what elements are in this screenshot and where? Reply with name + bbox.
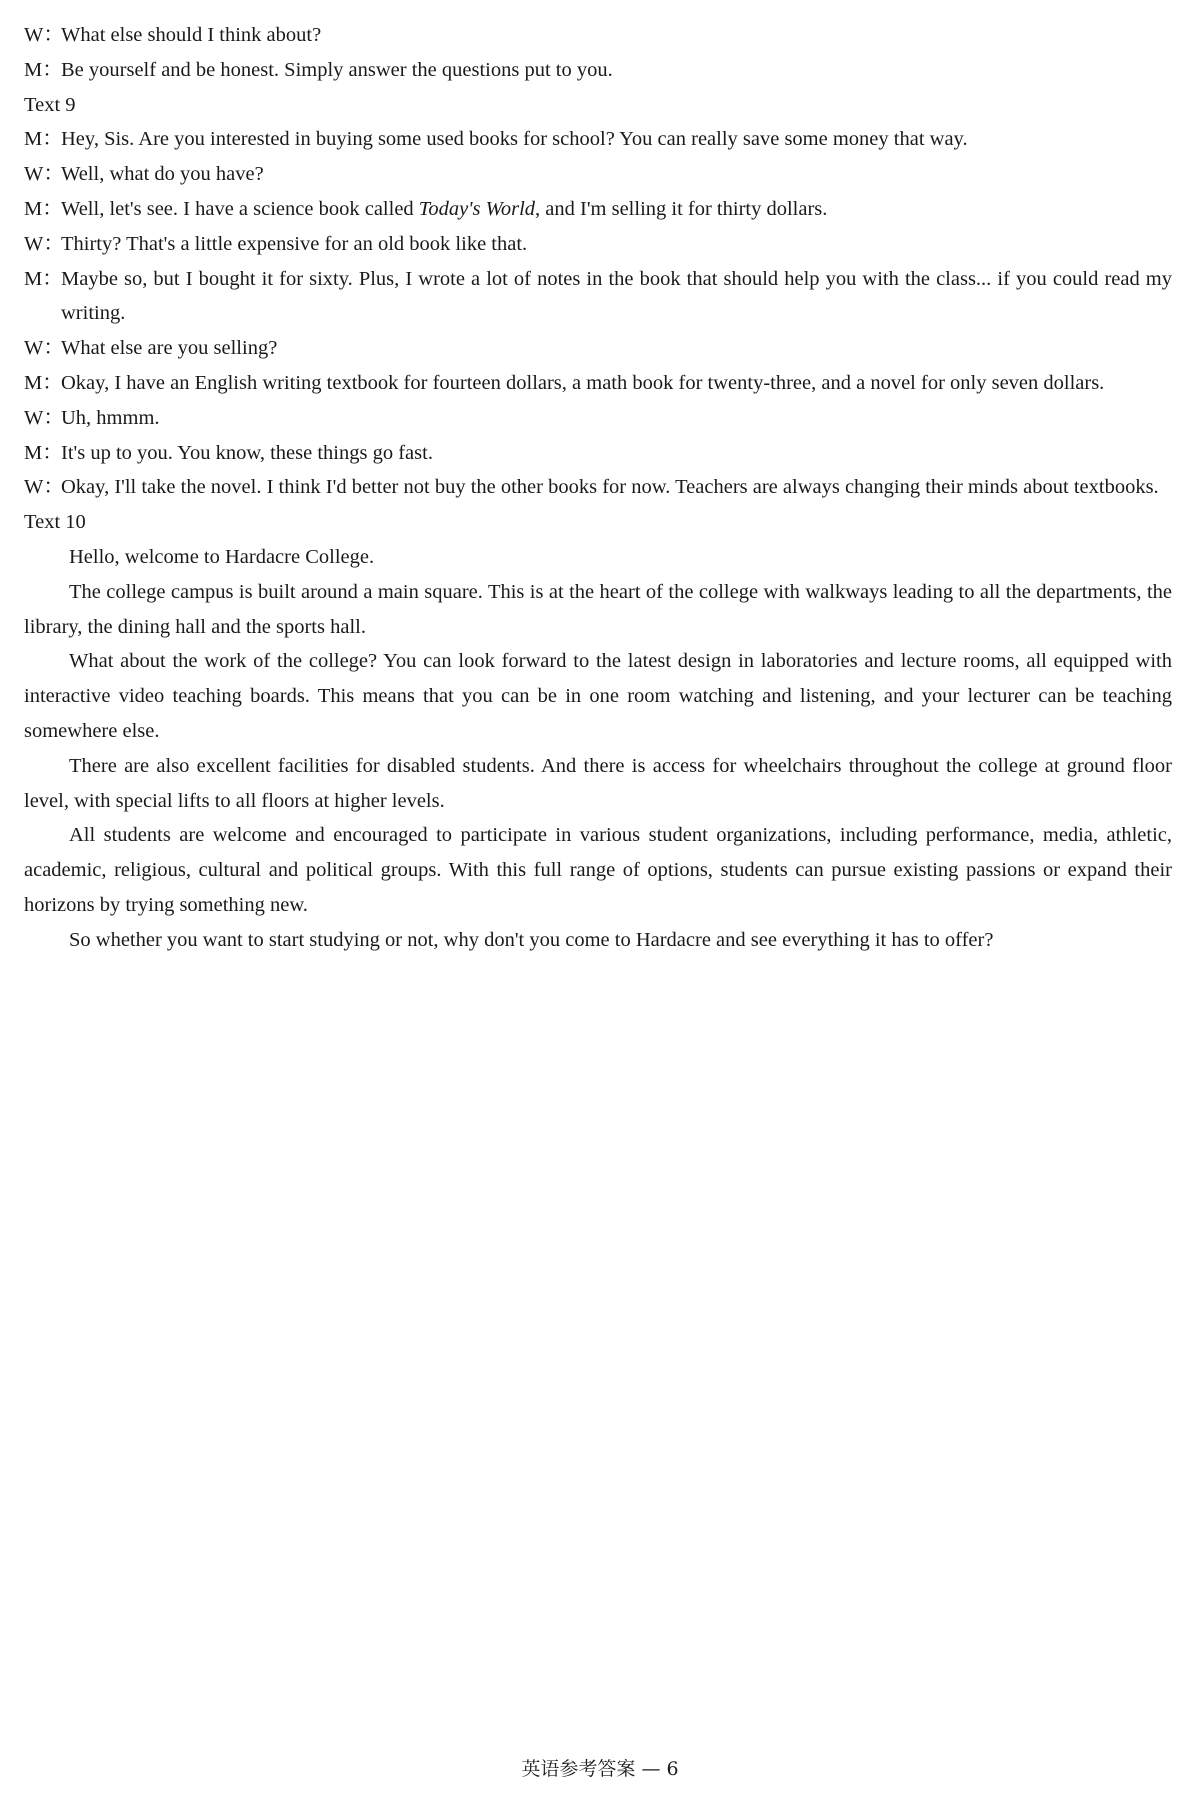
dialog-text: Uh, hmmm. [61,406,160,429]
dialog-text: What else are you selling? [61,337,278,360]
dialog-line [24,227,1172,262]
paragraph: The college campus is built around a main square. This is at the heart of the college with walkways leading to all the departments, the library, the dining hall and the sports hall. [24,580,1172,638]
dialog-line [24,331,1172,366]
page-footer: 英语参考答案 — 6 [521,1758,679,1780]
dialog-line [24,436,1172,471]
dialog-line [24,18,1172,53]
dialog-line [24,122,1172,157]
dialog-text: Hey, Sis. Are you interested in buying some used books for school? You can really save some money that way. [61,128,968,151]
dialog-text: Be yourself and be honest. Simply answer the questions put to you. [61,58,613,81]
speaker-label: M： [24,441,63,464]
dialog-line [24,53,1172,88]
speaker-label: W： [24,476,64,499]
speaker-label: W： [24,24,64,46]
dialog-line [24,366,1172,401]
speaker-label: M： [24,267,63,290]
dialog-text: Well, let's see. I have a science book called [61,197,419,220]
speaker-label: W： [24,406,64,429]
speaker-label: W： [24,232,64,255]
dialog-text: Maybe so, but I bought it for sixty. Plus, I wrote a lot of notes in the book that should help you with the class... if you could read my writing. [61,267,1172,325]
speaker-label: W： [24,163,64,186]
dialog-text: What else should I think about? [61,24,322,46]
section-heading-text9: Text 9 [24,93,76,116]
speaker-label: M： [24,197,63,220]
dialog-text: Well, what do you have? [61,163,264,186]
speaker-label: M： [24,128,63,151]
speaker-label: M： [24,371,63,394]
dialog-text: It's up to you. You know, these things go fast. [61,441,433,464]
paragraph: So whether you want to start studying or not, why don't you come to Hardacre and see everything it has to offer? [69,928,994,951]
dialog-line [24,470,1172,505]
dialog-text: Okay, I'll take the novel. I think I'd better not buy the other books for now. Teachers are always changing their minds about textbooks. [61,476,1159,499]
paragraph: There are also excellent facilities for disabled students. And there is access for wheelchairs throughout the college at ground floor level, with special lifts to all floors at higher levels. [24,754,1172,812]
document-page [24,18,1172,958]
dialog-line [24,157,1172,192]
dialog-text: Thirty? That's a little expensive for an old book like that. [61,232,528,255]
dialog-line [24,192,1172,227]
paragraph: All students are welcome and encouraged to participate in various student organizations, including performance, media, athletic, academic, religious, cultural and political groups. With this full range of options, students can pursue existing passions or expand their horizons by trying something new. [24,824,1172,916]
dialog-text: , and I'm selling it for thirty dollars. [535,197,828,220]
dialog-line [24,401,1172,436]
dialog-line [24,262,1172,332]
paragraph: What about the work of the college? You can look forward to the latest design in laboratories and lecture rooms, all equipped with interactive video teaching boards. This means that you can be in one room watching and listening, and your lecturer can be teaching somewhere else. [24,650,1172,742]
paragraph: Hello, welcome to Hardacre College. [69,545,375,568]
speaker-label: M： [24,58,63,81]
book-title: Today's World [418,197,536,220]
speaker-label: W： [24,337,64,360]
dialog-text: Okay, I have an English writing textbook for fourteen dollars, a math book for twenty-three, and a novel for only seven dollars. [61,371,1105,394]
section-heading-text10: Text 10 [24,511,86,534]
